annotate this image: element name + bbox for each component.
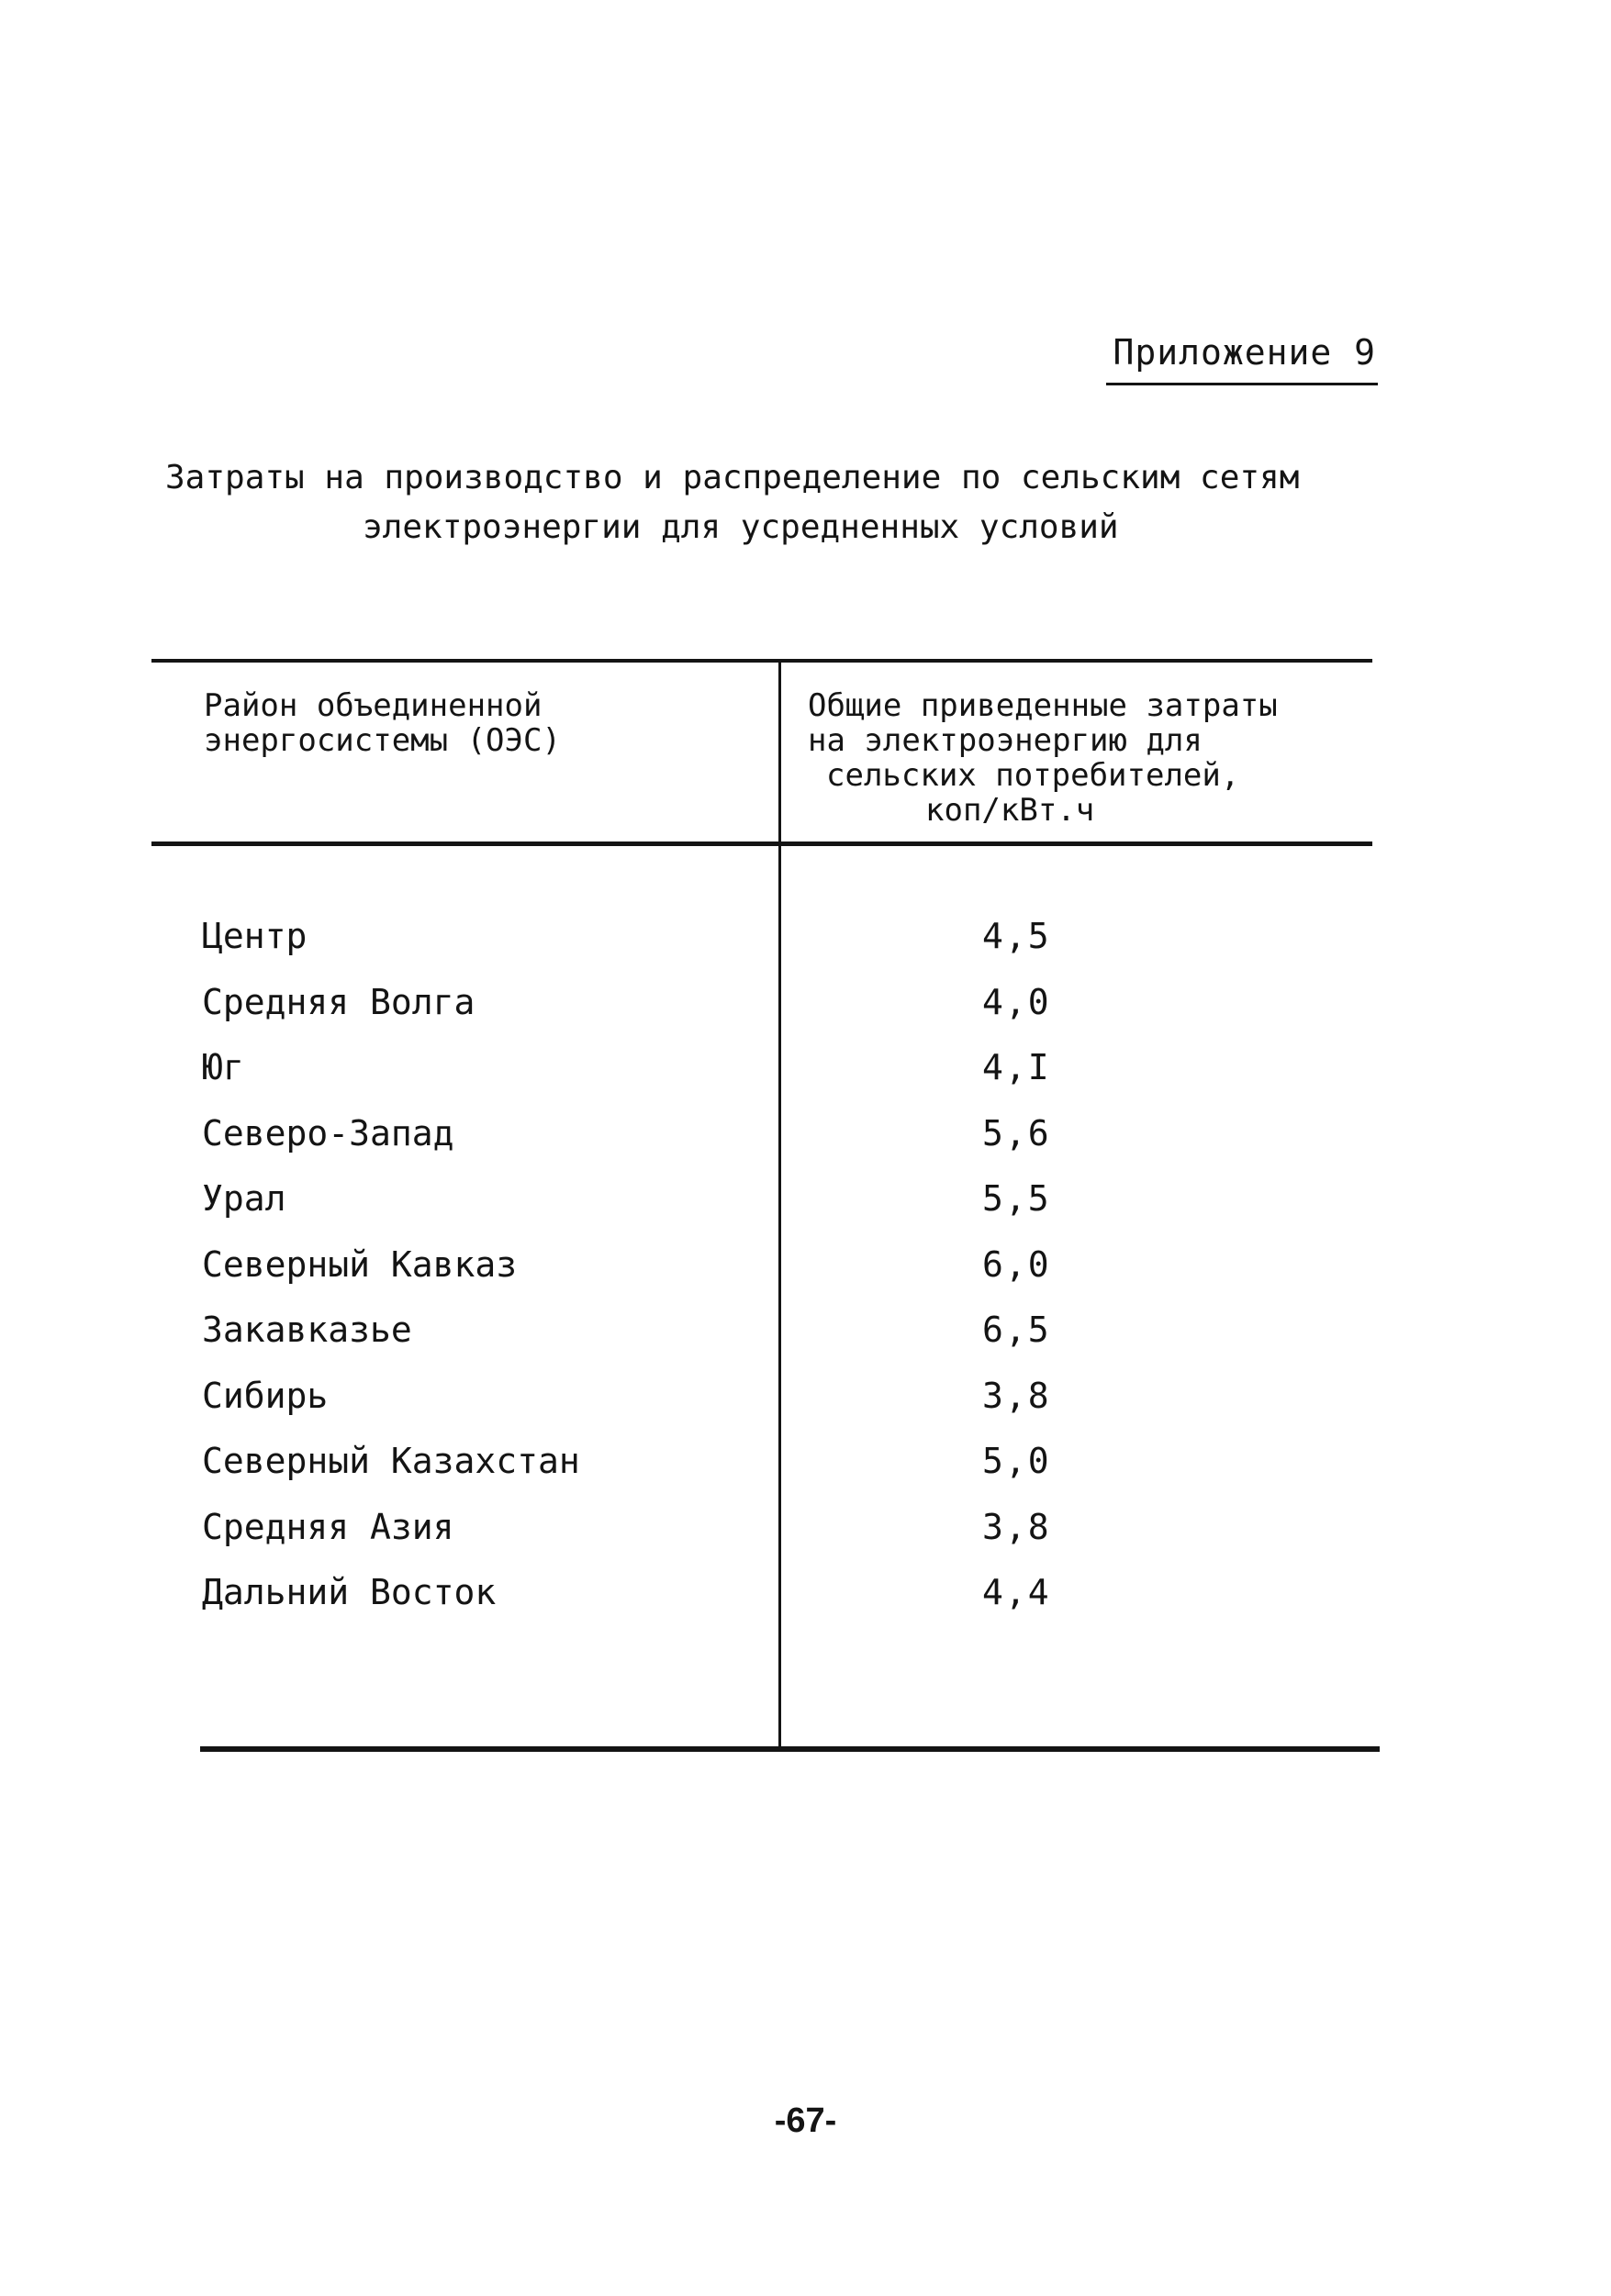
- table-row: [202, 1499, 1377, 1566]
- cost-cell: 6,0: [982, 1243, 1051, 1285]
- table-row: [202, 1565, 1377, 1631]
- region-cell: Юг: [202, 1047, 244, 1087]
- column-header-region-line: Район объединенной: [204, 687, 543, 724]
- column-header-cost-line: сельских потребителей,: [826, 757, 1240, 794]
- table-row: [202, 1368, 1377, 1434]
- table-row: [202, 975, 1377, 1041]
- cost-cell: 4,4: [982, 1572, 1051, 1612]
- region-cell: Центр: [202, 916, 308, 956]
- region-cell: Северный Кавказ: [202, 1243, 518, 1285]
- column-header-cost-unit: коп/кВт.ч: [925, 792, 1095, 829]
- table-body: [202, 908, 1377, 1631]
- region-cell: Средняя Волга: [202, 981, 475, 1022]
- region-cell: Северный Казахстан: [202, 1441, 580, 1481]
- column-header-region-line: энергосистемы (ОЭС): [204, 722, 561, 759]
- cost-cell: 5,0: [982, 1441, 1051, 1481]
- column-header-cost: [808, 688, 1322, 828]
- table-row: [202, 1302, 1377, 1368]
- table-row: [202, 1433, 1377, 1499]
- table-row: [202, 1237, 1377, 1303]
- title-line-2: электроэнергии для усредненных условий: [363, 508, 1119, 546]
- document-title: [165, 453, 1322, 552]
- region-cell: Закавказье: [202, 1310, 412, 1350]
- title-line-1: Затраты на производство и распределение по сельским сетям: [165, 459, 1300, 496]
- table-header-rule: [151, 841, 1372, 846]
- cost-cell: 4,0: [982, 981, 1051, 1022]
- page-number: -67-: [774, 2101, 837, 2140]
- table-row: [202, 1106, 1377, 1172]
- cost-cell: 4,5: [982, 916, 1051, 956]
- column-header-cost-line: Общие приведенные затраты: [808, 687, 1278, 724]
- region-cell: Северо-Запад: [202, 1112, 454, 1154]
- region-cell: Урал: [202, 1178, 286, 1219]
- appendix-underline: [1106, 383, 1378, 385]
- table-row: [202, 1040, 1377, 1106]
- column-header-cost-line: на электроэнергию для: [808, 722, 1203, 759]
- region-cell: Дальний Восток: [202, 1572, 497, 1612]
- cost-cell: 4,I: [982, 1047, 1051, 1087]
- table-row: [202, 908, 1377, 975]
- appendix-label: Приложение 9: [1113, 332, 1376, 373]
- cost-cell: 5,5: [982, 1178, 1051, 1219]
- table-top-rule: [151, 659, 1372, 663]
- column-header-region: [204, 688, 755, 758]
- table-row: [202, 1171, 1377, 1237]
- cost-cell: 6,5: [982, 1310, 1051, 1350]
- cost-cell: 3,8: [982, 1375, 1051, 1416]
- region-cell: Сибирь: [202, 1375, 329, 1416]
- cost-cell: 3,8: [982, 1506, 1051, 1547]
- region-cell: Средняя Азия: [202, 1506, 454, 1547]
- cost-cell: 5,6: [982, 1112, 1051, 1154]
- table-bottom-rule: [200, 1746, 1380, 1752]
